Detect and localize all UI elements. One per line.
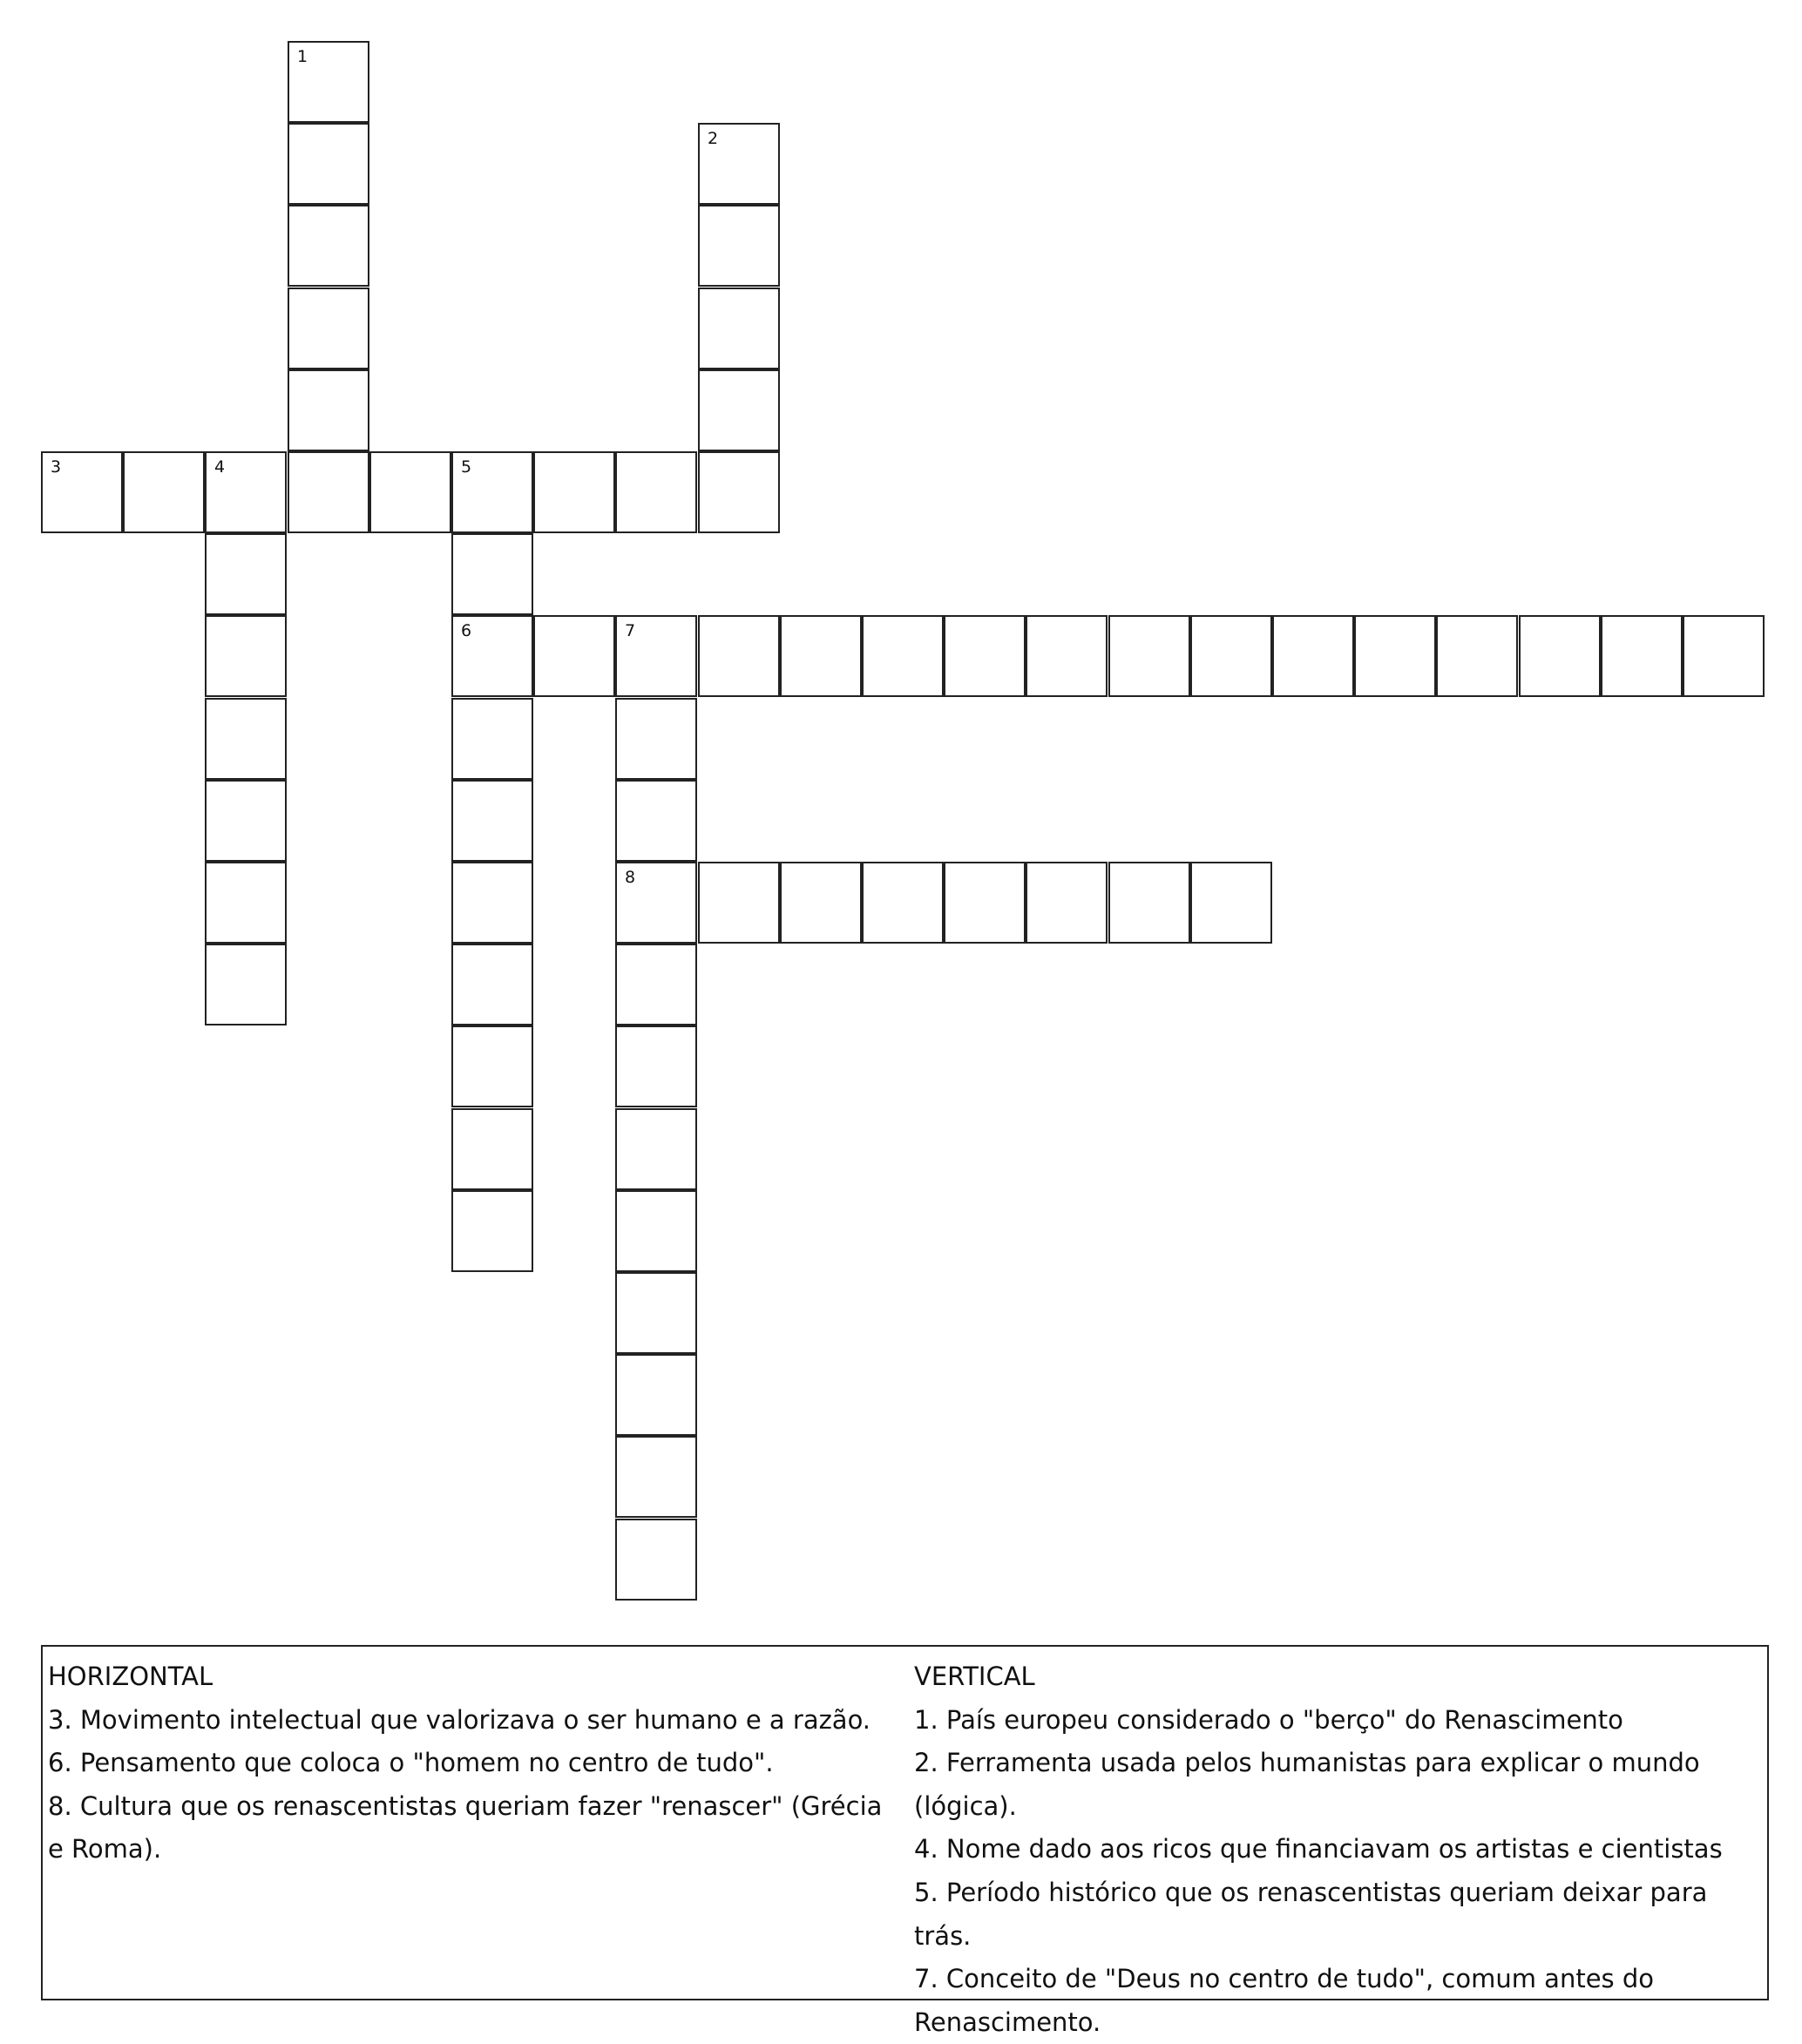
clue-down-2: 2. Ferramenta usada pelos humanistas para explicar o mundo (lógica). [914, 1748, 1700, 1821]
crossword-cell[interactable] [615, 1354, 697, 1436]
crossword-cell[interactable] [451, 698, 533, 780]
crossword-cell[interactable] [288, 369, 369, 451]
crossword-cell[interactable] [944, 862, 1026, 944]
clue-number: 4 [214, 457, 226, 477]
clue-number: 3 [51, 457, 62, 477]
vertical-clues [914, 1655, 1764, 2044]
crossword-cell[interactable] [205, 944, 287, 1025]
clue-number: 2 [708, 129, 719, 148]
crossword-cell[interactable] [1354, 615, 1436, 697]
crossword-cell[interactable] [698, 862, 780, 944]
crossword-cell[interactable] [1108, 615, 1190, 697]
crossword-cell[interactable] [205, 862, 287, 944]
crossword-cell[interactable] [451, 1025, 533, 1107]
crossword-cell[interactable] [451, 1108, 533, 1190]
crossword-cell[interactable] [780, 862, 862, 944]
crossword-cell[interactable] [615, 1272, 697, 1354]
clue-number: 6 [461, 621, 472, 640]
clue-across-3: 3. Movimento intelectual que valorizava o ser humano e a razão. [48, 1704, 871, 1735]
crossword-cell[interactable] [41, 451, 123, 533]
crossword-cell[interactable] [288, 205, 369, 287]
crossword-cell[interactable] [1272, 615, 1354, 697]
crossword-cell[interactable] [615, 1025, 697, 1107]
crossword-cell[interactable] [615, 944, 697, 1025]
crossword-cell[interactable] [369, 451, 451, 533]
crossword-cell[interactable] [698, 615, 780, 697]
clues-box [41, 1645, 1769, 2037]
crossword-cell[interactable] [451, 615, 533, 697]
crossword-cell[interactable] [615, 1519, 697, 1601]
crossword-cell[interactable] [451, 862, 533, 944]
crossword-cell[interactable] [615, 615, 697, 697]
crossword-cell[interactable] [698, 369, 780, 451]
crossword-cell[interactable] [780, 615, 862, 697]
crossword-cell[interactable] [533, 451, 615, 533]
crossword-cell[interactable] [205, 615, 287, 697]
crossword-cell[interactable] [123, 451, 205, 533]
crossword-cell[interactable] [205, 533, 287, 615]
crossword-cell[interactable] [698, 288, 780, 369]
crossword-cell[interactable] [615, 780, 697, 862]
crossword-cell[interactable] [615, 698, 697, 780]
clue-down-1: 1. País europeu considerado o "berço" do Renascimento [914, 1704, 1623, 1735]
horizontal-clues [48, 1655, 884, 1871]
crossword-cell[interactable] [698, 451, 780, 533]
crossword-cell[interactable] [1683, 615, 1765, 697]
crossword-cell[interactable] [615, 451, 697, 533]
crossword-cell[interactable] [1026, 862, 1108, 944]
crossword-cell[interactable] [1601, 615, 1683, 697]
crossword-cell[interactable] [451, 944, 533, 1025]
crossword-cell[interactable] [698, 123, 780, 205]
crossword-cell[interactable] [288, 41, 369, 123]
crossword-cell[interactable] [615, 1108, 697, 1190]
crossword-cell[interactable] [1519, 615, 1601, 697]
crossword-cell[interactable] [1108, 862, 1190, 944]
crossword-cell[interactable] [1190, 615, 1272, 697]
clue-down-4: 4. Nome dado aos ricos que financiavam os artistas e cientistas [914, 1834, 1723, 1865]
crossword-cell[interactable] [451, 1190, 533, 1272]
crossword-cell[interactable] [615, 1436, 697, 1518]
crossword-cell[interactable] [862, 862, 944, 944]
crossword-cell[interactable] [288, 451, 369, 533]
clue-down-5: 5. Período histórico que os renascentistas queriam deixar para trás. [914, 1877, 1708, 1951]
vertical-heading: VERTICAL [914, 1662, 1035, 1691]
crossword-cell[interactable] [288, 123, 369, 205]
crossword-cell[interactable] [944, 615, 1026, 697]
crossword-cell[interactable] [451, 780, 533, 862]
crossword-cell[interactable] [698, 205, 780, 287]
clue-across-8: 8. Cultura que os renascentistas queriam fazer "renascer" (Grécia e Roma). [48, 1790, 883, 1865]
clue-number: 7 [625, 621, 636, 640]
crossword-cell[interactable] [205, 451, 287, 533]
crossword-cell[interactable] [862, 615, 944, 697]
clue-across-6: 6. Pensamento que coloca o "homem no centro de tudo". [48, 1748, 774, 1778]
crossword-cell[interactable] [1026, 615, 1108, 697]
crossword-cell[interactable] [205, 780, 287, 862]
crossword-cell[interactable] [288, 288, 369, 369]
horizontal-heading: HORIZONTAL [48, 1662, 213, 1691]
crossword-cell[interactable] [533, 615, 615, 697]
clue-number: 8 [625, 868, 636, 887]
crossword-cell[interactable] [1190, 862, 1272, 944]
crossword-cell[interactable] [205, 698, 287, 780]
clue-number: 5 [461, 457, 472, 477]
clue-down-7: 7. Conceito de "Deus no centro de tudo", comum antes do Renascimento. [914, 1964, 1655, 2037]
crossword-cell[interactable] [615, 862, 697, 944]
crossword-cell[interactable] [1436, 615, 1518, 697]
clue-number: 1 [297, 47, 308, 66]
crossword-cell[interactable] [451, 451, 533, 533]
crossword-cell[interactable] [615, 1190, 697, 1272]
crossword-cell[interactable] [451, 533, 533, 615]
